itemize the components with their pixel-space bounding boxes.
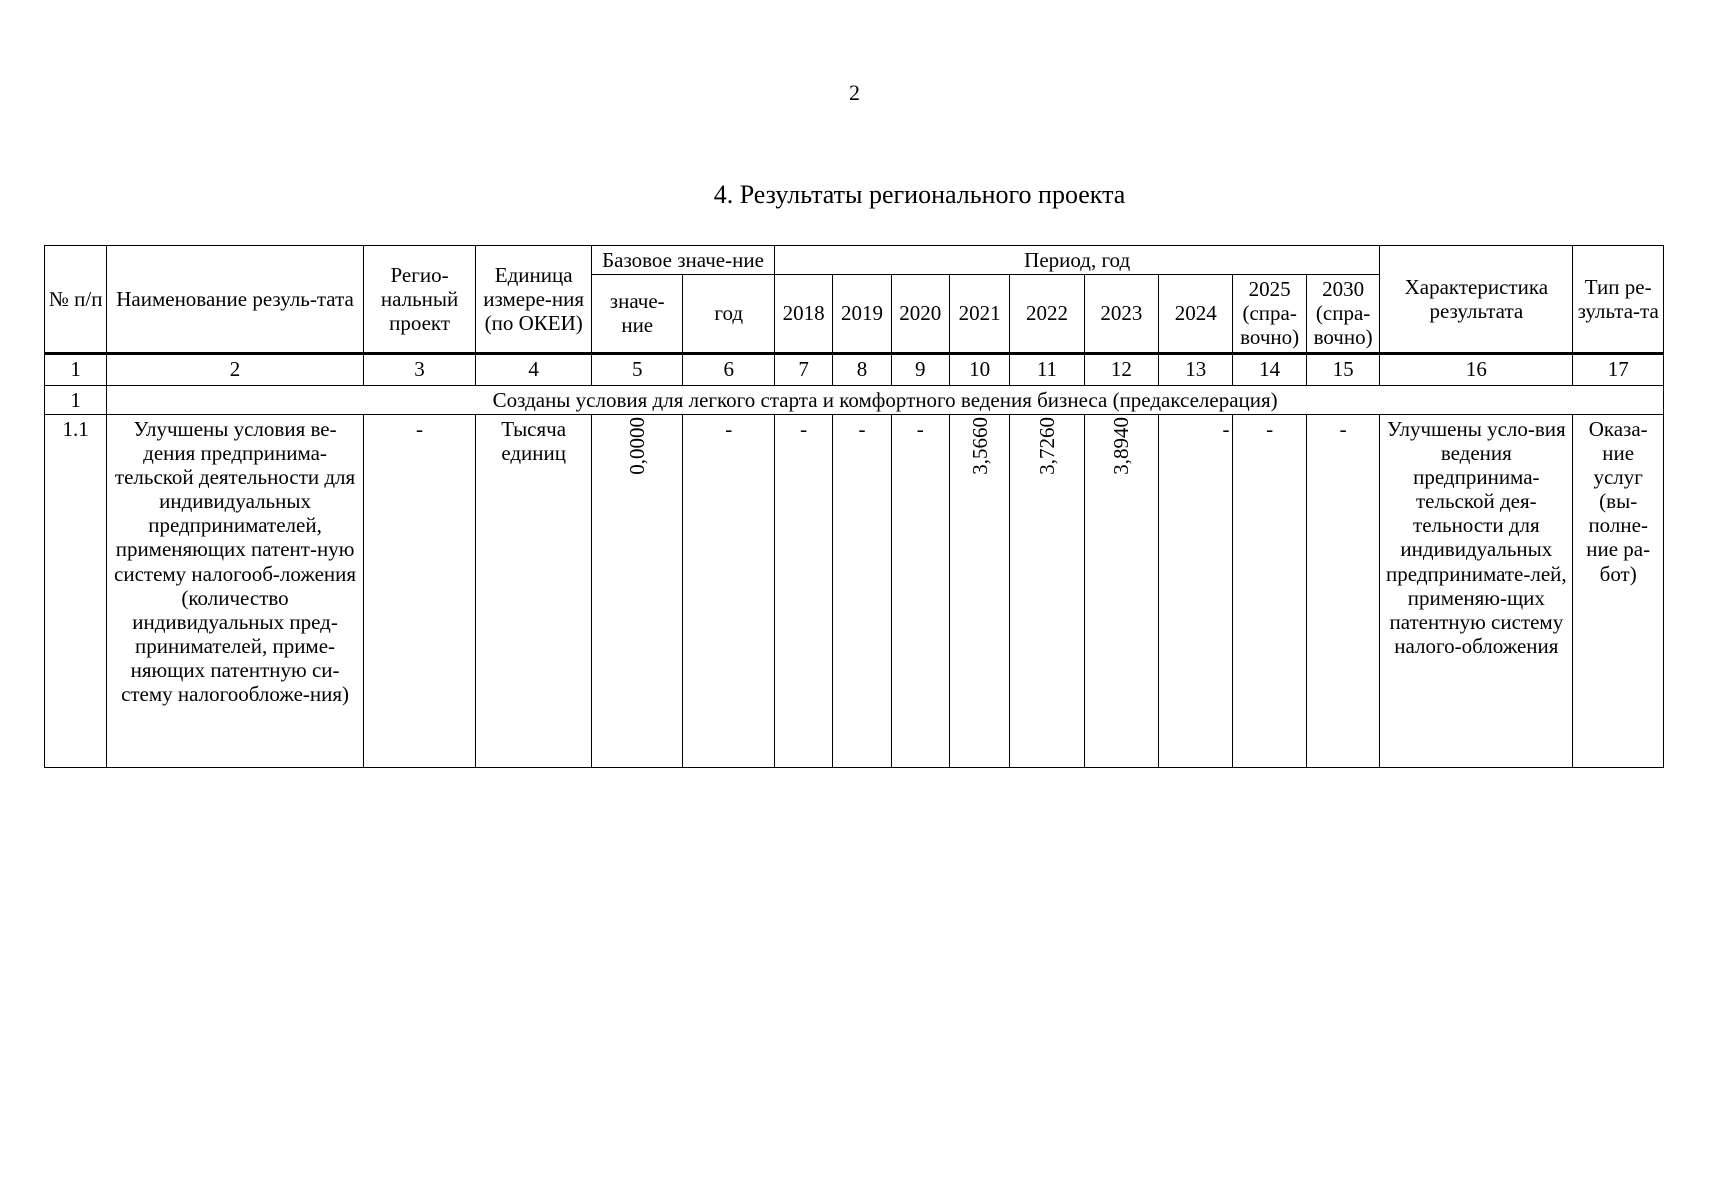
column-number: 13 — [1159, 353, 1233, 385]
column-number: 8 — [833, 353, 891, 385]
row-value-2021-cell — [949, 414, 1009, 767]
header-year: 2022 — [1010, 275, 1084, 353]
row-value-2022: 3,7260 — [1034, 416, 1059, 475]
column-number: 17 — [1573, 353, 1664, 385]
row-base-value: 0,0000 — [625, 416, 650, 475]
results-table — [44, 245, 1664, 768]
column-number: 3 — [363, 353, 476, 385]
row-value-2019: - — [833, 414, 891, 767]
header-characteristic: Характеристика результата — [1380, 246, 1573, 354]
header-base-value: Базовое значе-ние — [591, 246, 774, 275]
row-value-2020: - — [891, 414, 949, 767]
header-year: 2023 — [1084, 275, 1158, 353]
group-num: 1 — [45, 385, 107, 414]
row-result-type: Оказа-ние услуг (вы-полне-ние ра-бот) — [1573, 414, 1664, 767]
row-base-value-cell — [591, 414, 683, 767]
header-year: 2024 — [1159, 275, 1233, 353]
column-number: 1 — [45, 353, 107, 385]
header-period: Период, год — [774, 246, 1379, 275]
row-characteristic: Улучшены усло-вия ведения предпринима-тельской дея-тельности для индивидуальных предпринимате-лей, применяю-щих патентную систему налого-обложения — [1380, 414, 1573, 767]
header-year: 2018 — [774, 275, 832, 353]
group-row — [45, 385, 1664, 414]
column-number: 5 — [591, 353, 683, 385]
header-unit: Единица измере-ния (по ОКЕИ) — [476, 246, 592, 354]
table-row — [45, 414, 1664, 767]
column-number: 11 — [1010, 353, 1084, 385]
column-number-row — [45, 353, 1664, 385]
header-name: Наименование резуль-тата — [107, 246, 363, 354]
row-value-2023-cell — [1084, 414, 1158, 767]
section-title: 4. Результаты регионального проекта — [713, 180, 1126, 209]
header-year: 2030 (спра-вочно) — [1306, 275, 1379, 353]
header-year: 2019 — [833, 275, 891, 353]
header-year: 2021 — [949, 275, 1009, 353]
column-number: 9 — [891, 353, 949, 385]
group-title: Созданы условия для легкого старта и комфортного ведения бизнеса (предакселерация) — [107, 385, 1664, 414]
header-year: 2025 (спра-вочно) — [1233, 275, 1306, 353]
header-result-type: Тип ре-зульта-та — [1573, 246, 1664, 354]
column-number: 12 — [1084, 353, 1158, 385]
column-number: 10 — [949, 353, 1009, 385]
header-regional-project: Регио-нальный проект — [363, 246, 476, 354]
column-number: 4 — [476, 353, 592, 385]
header-base-value-year: год — [683, 275, 775, 353]
row-unit: Тысяча единиц — [476, 414, 592, 767]
header-base-value-value: значе-ние — [591, 275, 683, 353]
row-base-year: - — [683, 414, 775, 767]
row-value-2018: - — [774, 414, 832, 767]
column-number: 15 — [1306, 353, 1379, 385]
page-number: 2 — [849, 80, 860, 105]
header-row — [45, 246, 1664, 275]
column-number: 16 — [1380, 353, 1573, 385]
row-num: 1.1 — [45, 414, 107, 767]
row-value-2030: - — [1306, 414, 1379, 767]
row-regional-project: - — [363, 414, 476, 767]
row-name: Улучшены условия ве-дения предпринима-тельской деятельности для индивидуальных предпринимателей, применяющих патент-ную систему налогооб-ложения (количество индивидуальных пред-принимателей, приме-няющих патентную си-стему налогообложе-ния) — [107, 414, 363, 767]
column-number: 6 — [683, 353, 775, 385]
column-number: 14 — [1233, 353, 1306, 385]
header-year: 2020 — [891, 275, 949, 353]
header-num: № п/п — [45, 246, 107, 354]
row-value-2022-cell — [1010, 414, 1084, 767]
row-value-2024: - — [1159, 414, 1233, 767]
column-number: 7 — [774, 353, 832, 385]
row-value-2021: 3,5660 — [967, 416, 992, 475]
row-value-2025: - — [1233, 414, 1306, 767]
row-value-2023: 3,8940 — [1109, 416, 1134, 475]
column-number: 2 — [107, 353, 363, 385]
